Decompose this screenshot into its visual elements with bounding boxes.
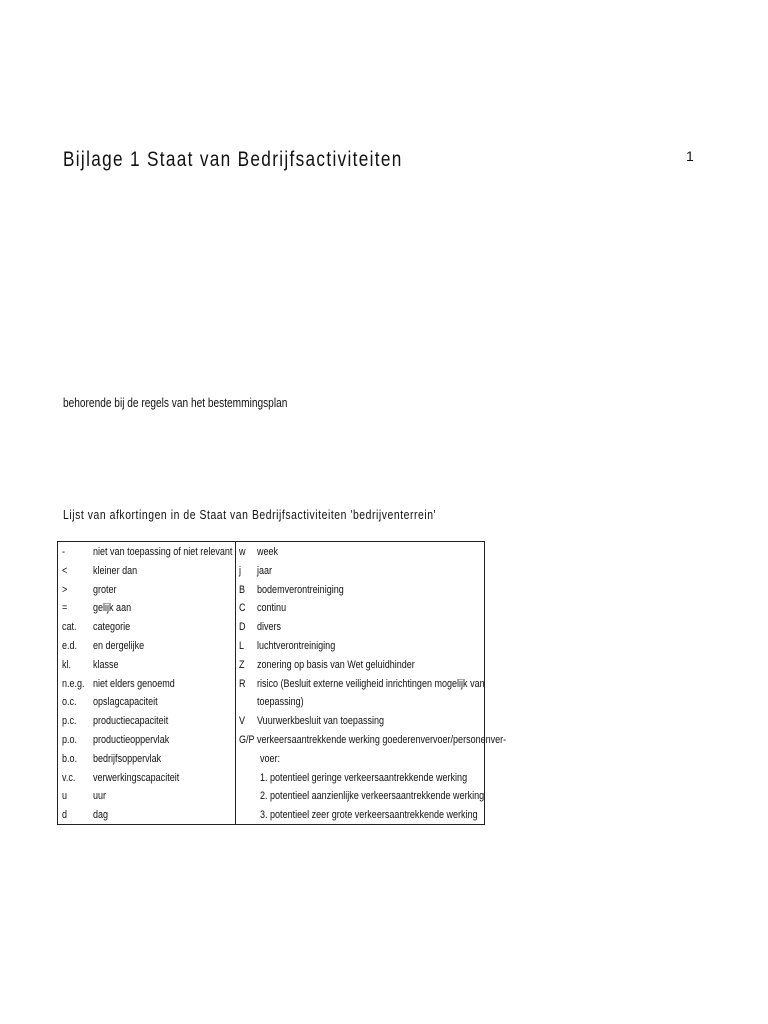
abbreviation-description: en dergelijke [93, 640, 145, 652]
abbreviation-row [58, 693, 234, 712]
abbreviation-description: categorie [93, 621, 131, 634]
abbreviation-description: jaar [257, 564, 273, 577]
abbreviations-column-left [58, 542, 234, 824]
abbreviation-description: productieoppervlak [93, 734, 170, 746]
abbreviations-column-right [235, 542, 507, 824]
abbreviation-description: Vuurwerkbesluit van toepassing [257, 715, 385, 728]
abbreviation-code: - [62, 546, 66, 558]
abbreviation-row [58, 769, 234, 788]
document-subtitle: behorende bij de regels van het bestemmingsplan [63, 395, 288, 410]
abbreviation-row [236, 637, 484, 656]
abbreviation-description: continu [257, 602, 287, 615]
abbreviation-code: G/P [239, 734, 255, 746]
abbreviation-row [236, 562, 484, 581]
abbreviation-row [236, 618, 484, 637]
abbreviation-row [236, 675, 484, 694]
abbreviation-code: p.o. [62, 734, 78, 746]
abbreviation-row [236, 787, 484, 806]
abbreviation-row [236, 712, 484, 731]
abbreviation-description: 3. potentieel zeer grote verkeersaantrekkende werking [260, 809, 478, 822]
abbreviation-code: u [62, 790, 68, 803]
abbreviation-code: > [62, 583, 68, 596]
abbreviation-description: productiecapaciteit [93, 715, 169, 728]
abbreviation-row [58, 543, 234, 562]
abbreviation-code: cat. [62, 621, 77, 634]
abbreviation-row [236, 543, 484, 562]
abbreviation-code: b.o. [62, 752, 78, 765]
abbreviation-description: verwerkingscapaciteit [93, 771, 180, 784]
abbreviation-code: o.c. [62, 696, 77, 709]
abbreviation-row [236, 750, 484, 769]
abbreviation-description: gelijk aan [93, 602, 132, 615]
abbreviation-code: V [239, 715, 246, 728]
abbreviation-row [58, 562, 234, 581]
abbreviation-description: niet van toepassing of niet relevant [93, 546, 233, 558]
abbreviation-code: Z [239, 658, 245, 671]
abbreviation-description: opslagcapaciteit [93, 696, 158, 709]
abbreviation-description: luchtverontreiniging [257, 640, 336, 652]
abbreviation-row [236, 581, 484, 600]
abbreviation-row [58, 750, 234, 769]
abbreviation-description: uur [93, 790, 107, 803]
abbreviation-description: dag [93, 809, 109, 822]
abbreviation-code: d [62, 809, 68, 822]
abbreviation-code: w [239, 546, 246, 558]
abbreviation-description: risico (Besluit externe veiligheid inrichtingen mogelijk van [257, 677, 485, 690]
abbreviation-description: 2. potentieel aanzienlijke verkeersaantrekkende werking [260, 790, 485, 803]
abbreviation-description: week [257, 546, 279, 558]
abbreviation-code: = [62, 602, 68, 615]
abbreviation-code: < [62, 564, 68, 577]
abbreviation-row [58, 599, 234, 618]
abbreviation-row [58, 806, 234, 825]
abbreviation-row [58, 787, 234, 806]
abbreviation-row [236, 599, 484, 618]
abbreviation-description: kleiner dan [93, 564, 138, 577]
abbreviation-row [58, 712, 234, 731]
abbreviation-row [58, 731, 234, 750]
abbreviation-description: klasse [93, 658, 119, 671]
document-title: Bijlage 1 Staat van Bedrijfsactiviteiten [63, 148, 403, 171]
abbreviation-row [58, 656, 234, 675]
abbreviation-description: niet elders genoemd [93, 677, 175, 690]
abbreviation-description: bodemverontreiniging [257, 583, 344, 596]
abbreviation-row [236, 769, 484, 788]
abbreviation-description: zonering op basis van Wet geluidhinder [257, 658, 415, 671]
abbreviation-code: p.c. [62, 715, 77, 728]
abbreviation-description: groter [93, 583, 117, 596]
abbreviation-code: C [239, 602, 246, 615]
abbreviation-code: R [239, 677, 246, 690]
abbreviation-code: v.c. [62, 771, 76, 784]
abbreviations-table [57, 541, 507, 825]
abbreviation-row [58, 675, 234, 694]
abbreviation-row [58, 618, 234, 637]
abbreviation-description: 1. potentieel geringe verkeersaantrekkende werking [260, 771, 468, 784]
page-number: 1 [686, 148, 694, 164]
abbreviation-code: L [239, 640, 245, 652]
abbreviation-row [236, 656, 484, 675]
abbreviation-code: B [239, 583, 246, 596]
abbreviation-description: voer: [260, 752, 281, 765]
abbreviation-row [58, 581, 234, 600]
abbreviation-description: verkeersaantrekkende werking goederenvervoer/personenver- [257, 734, 507, 746]
abbreviation-code: n.e.g. [62, 677, 85, 690]
abbreviation-code: j [239, 564, 242, 577]
abbreviation-code: D [239, 621, 246, 634]
abbreviation-row [236, 693, 484, 712]
abbreviation-row [236, 806, 484, 825]
abbreviation-description: toepassing) [257, 696, 304, 709]
abbreviation-code: e.d. [62, 640, 78, 652]
abbreviation-code: kl. [62, 658, 72, 671]
abbreviation-description: bedrijfsoppervlak [93, 752, 162, 765]
abbreviation-row [236, 731, 507, 750]
abbreviation-description: divers [257, 621, 282, 634]
abbreviations-heading: Lijst van afkortingen in de Staat van Bedrijfsactiviteiten 'bedrijventerrein' [63, 507, 437, 522]
abbreviation-row [58, 637, 234, 656]
